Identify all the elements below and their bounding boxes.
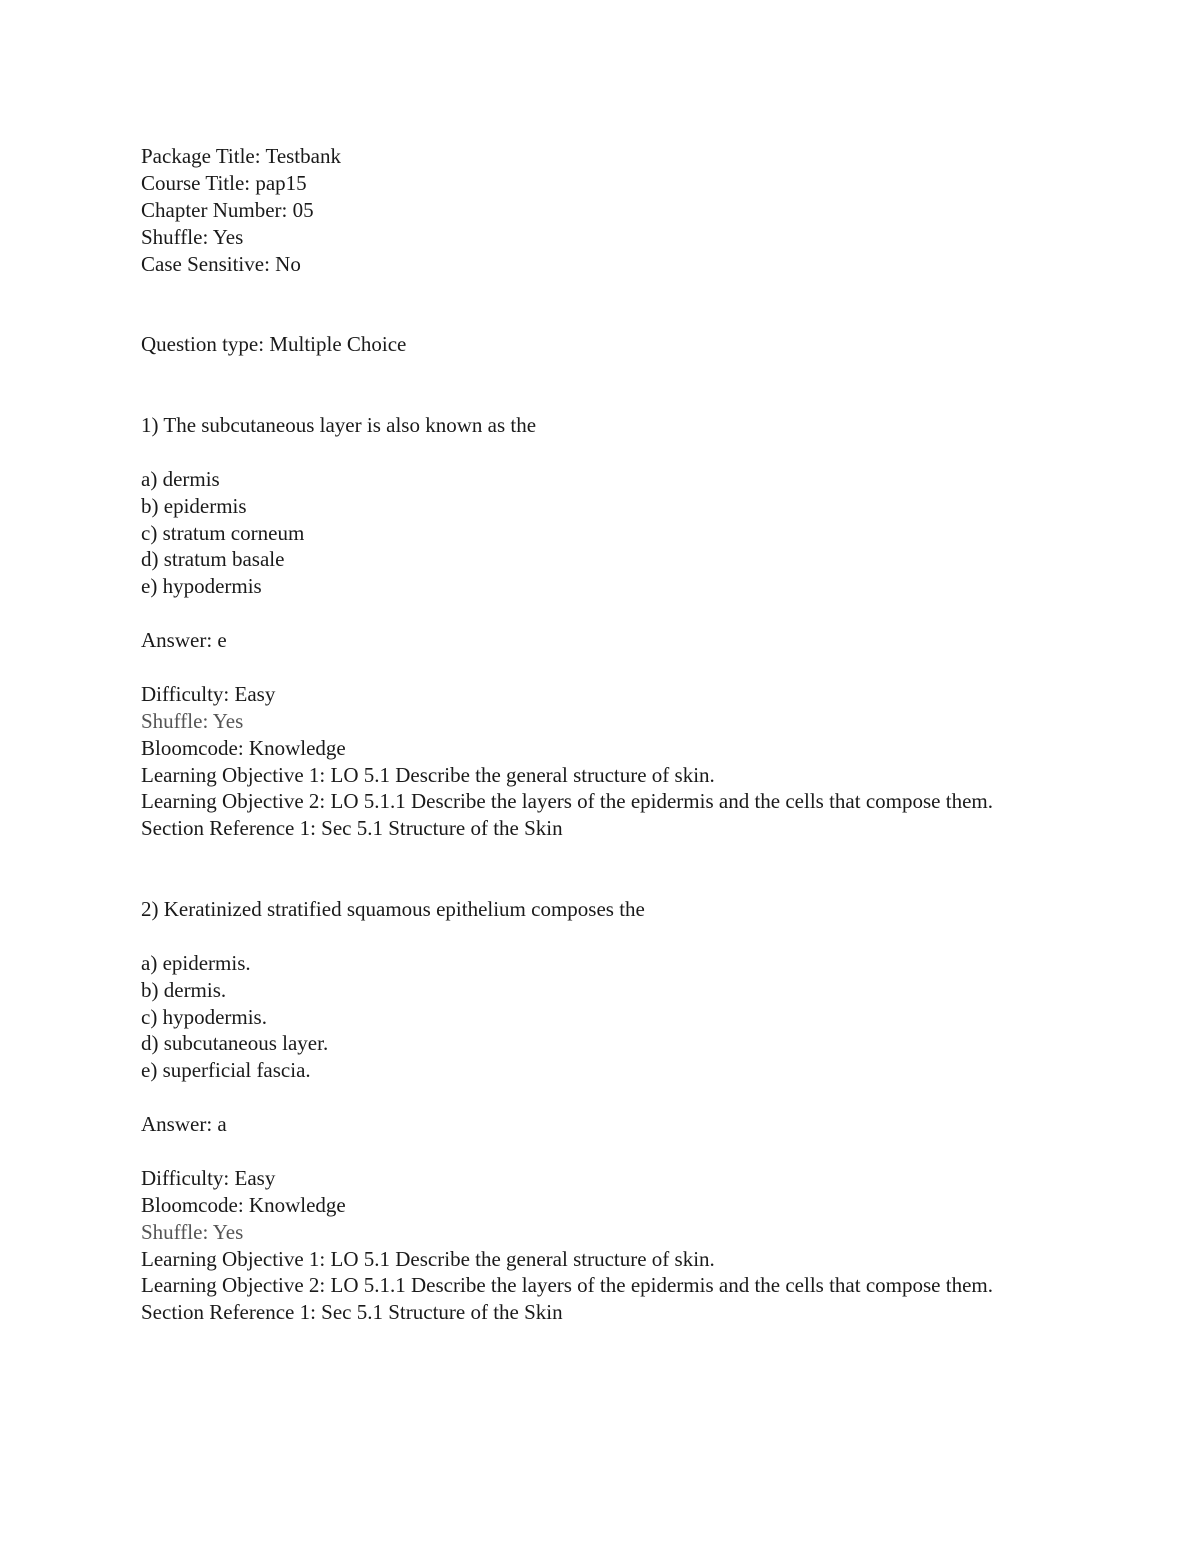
option-c: c) stratum corneum — [141, 520, 305, 545]
difficulty: Difficulty: Easy — [141, 1165, 276, 1190]
option-e: e) hypodermis — [141, 574, 262, 599]
case-sensitive: Case Sensitive: No — [141, 251, 301, 276]
question-block — [141, 412, 1061, 842]
option-a: a) dermis — [141, 466, 220, 491]
package-header — [141, 143, 1061, 277]
learning-objective-2: Learning Objective 2: LO 5.1.1 Describe the layers of the epidermis and the cells that compose them. — [141, 789, 993, 814]
option-b: b) dermis. — [141, 977, 227, 1002]
bloomcode: Bloomcode: Knowledge — [141, 1192, 346, 1217]
question-metadata — [141, 681, 1061, 842]
question-type: Question type: Multiple Choice — [141, 332, 407, 357]
learning-objective-2: Learning Objective 2: LO 5.1.1 Describe the layers of the epidermis and the cells that compose them. — [141, 1273, 993, 1298]
option-list — [141, 466, 1061, 600]
question-stem: 2) Keratinized stratified squamous epithelium composes the — [141, 897, 645, 921]
bloomcode: Bloomcode: Knowledge — [141, 735, 346, 760]
chapter-number: Chapter Number: 05 — [141, 197, 314, 222]
shuffle: Shuffle: Yes — [141, 708, 244, 733]
answer: Answer: a — [141, 1112, 227, 1137]
document-body — [141, 143, 1061, 1326]
section-reference: Section Reference 1: Sec 5.1 Structure of the Skin — [141, 1300, 563, 1325]
question-metadata — [141, 1165, 1061, 1326]
option-d: d) subcutaneous layer. — [141, 1031, 329, 1056]
answer: Answer: e — [141, 628, 227, 653]
option-e: e) superficial fascia. — [141, 1058, 311, 1083]
section-reference: Section Reference 1: Sec 5.1 Structure of the Skin — [141, 816, 563, 841]
option-b: b) epidermis — [141, 493, 247, 518]
question-block — [141, 896, 1061, 1326]
learning-objective-1: Learning Objective 1: LO 5.1 Describe the general structure of skin. — [141, 762, 715, 787]
option-c: c) hypodermis. — [141, 1004, 267, 1029]
question-stem: 1) The subcutaneous layer is also known as the — [141, 412, 537, 437]
difficulty: Difficulty: Easy — [141, 681, 276, 706]
learning-objective-1: Learning Objective 1: LO 5.1 Describe the general structure of skin. — [141, 1246, 715, 1271]
header-shuffle: Shuffle: Yes — [141, 224, 244, 249]
option-d: d) stratum basale — [141, 547, 285, 572]
option-list — [141, 950, 1061, 1084]
shuffle: Shuffle: Yes — [141, 1219, 244, 1244]
course-title: Course Title: pap15 — [141, 170, 307, 195]
option-a: a) epidermis. — [141, 950, 251, 975]
package-title: Package Title: Testbank — [141, 144, 341, 168]
